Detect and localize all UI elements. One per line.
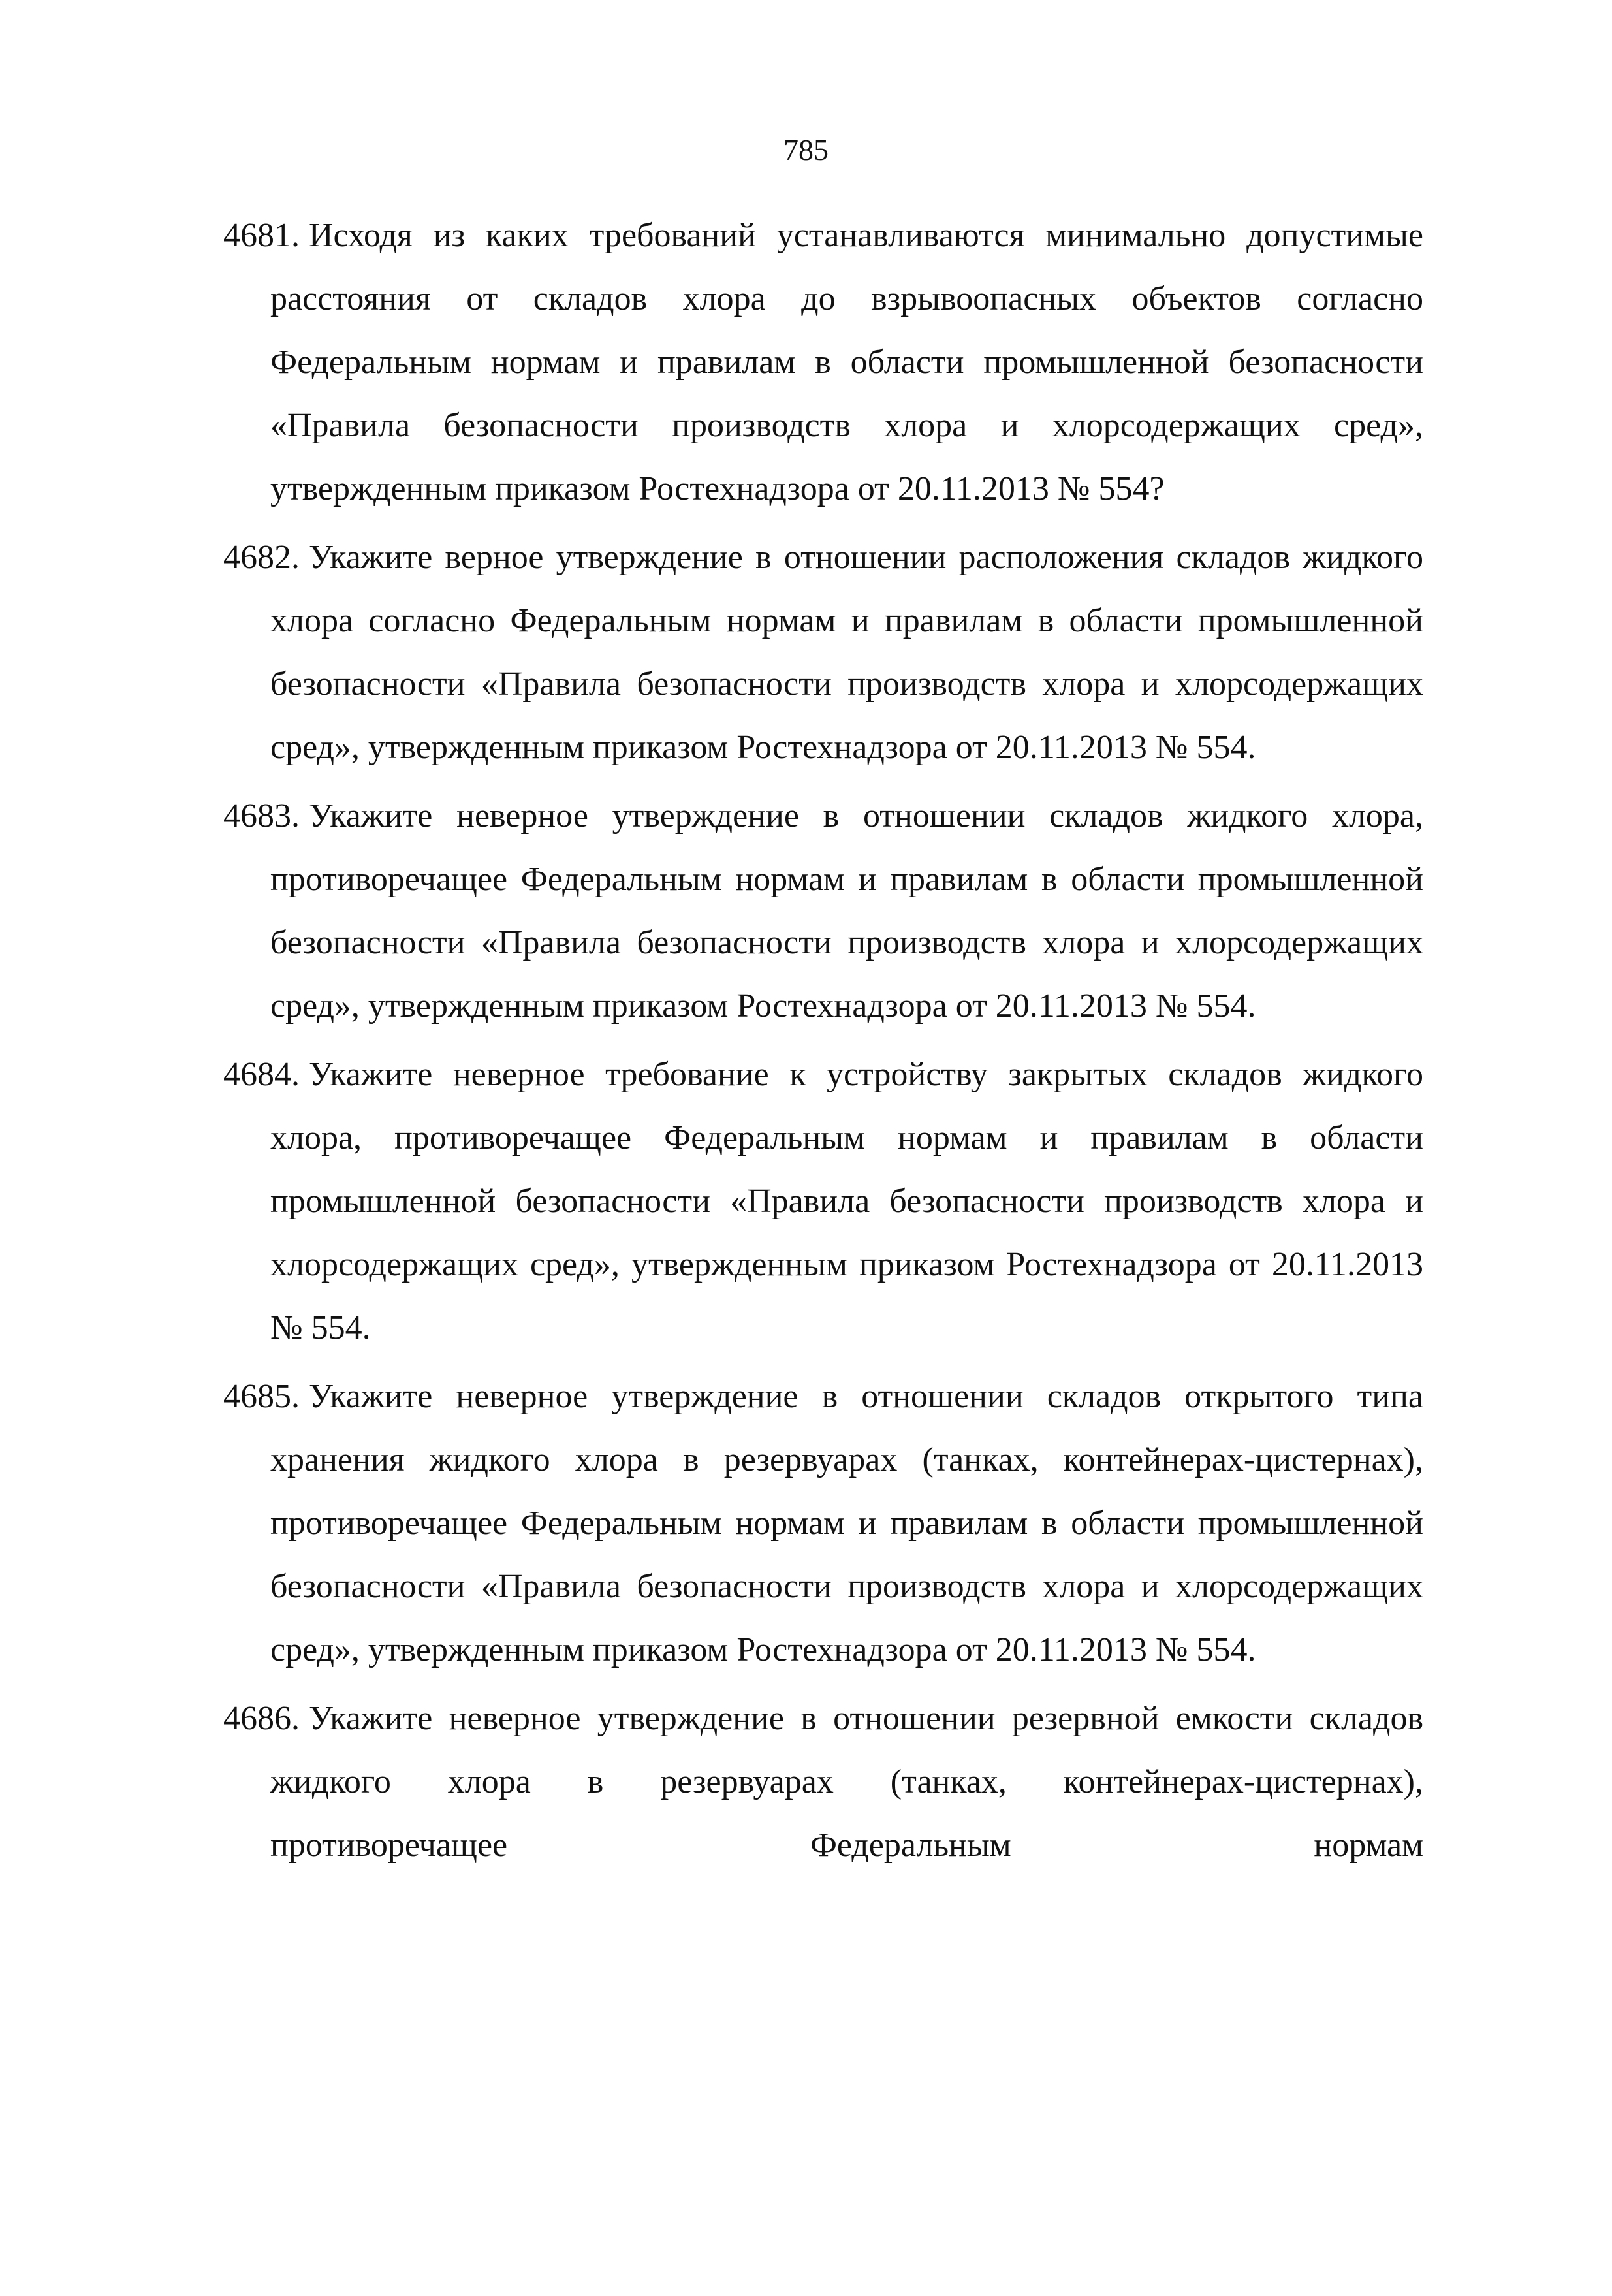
question-item	[223, 1365, 1423, 1682]
question-item	[223, 1687, 1423, 1877]
question-item	[223, 784, 1423, 1038]
question-text: Укажите неверное утверждение в отношении резервной емкости складов жидкого хлора в резервуарах (танках, контейнерах-цистернах), противоречащее Федеральным нормам	[270, 1700, 1423, 1864]
question-text: Укажите неверное утверждение в отношении складов открытого типа хранения жидкого хлора в резервуарах (танках, контейнерах-цистернах), противоречащее Федеральным нормам и правилам в области промышленной безопасности «Правила безопасности производств хлора и хлорсодержащих сред», утвержденным приказом Ростехнадзора от 20.11.2013 № 554.	[270, 1378, 1423, 1668]
question-number: 4683.	[223, 797, 300, 835]
question-number: 4681.	[223, 217, 300, 254]
question-item	[223, 526, 1423, 779]
question-number: 4685.	[223, 1378, 300, 1415]
question-text: Укажите верное утверждение в отношении расположения складов жидкого хлора согласно Федеральным нормам и правилам в области промышленной безопасности «Правила безопасности производств хлора и хлорсодержащих сред», утвержденным приказом Ростехнадзора от 20.11.2013 № 554.	[270, 539, 1423, 766]
page-number: 785	[783, 133, 829, 167]
question-item	[223, 204, 1423, 520]
question-list	[223, 204, 1423, 1882]
question-number: 4686.	[223, 1700, 300, 1737]
question-item	[223, 1043, 1423, 1360]
question-number: 4684.	[223, 1056, 300, 1093]
question-text: Исходя из каких требований устанавливаются минимально допустимые расстояния от складов хлора до взрывоопасных объектов согласно Федеральным нормам и правилам в области промышленной безопасности «Правила безопасности производств хлора и хлорсодержащих сред», утвержденным приказом Ростехнадзора от 20.11.2013 № 554?	[270, 217, 1423, 507]
question-number: 4682.	[223, 539, 300, 576]
question-text: Укажите неверное утверждение в отношении складов жидкого хлора, противоречащее Федеральным нормам и правилам в области промышленной безопасности «Правила безопасности производств хлора и хлорсодержащих сред», утвержденным приказом Ростехнадзора от 20.11.2013 № 554.	[270, 797, 1423, 1025]
question-text: Укажите неверное требование к устройству закрытых складов жидкого хлора, противоречащее Федеральным нормам и правилам в области промышленной безопасности «Правила безопасности производств хлора и хлорсодержащих сред», утвержденным приказом Ростехнадзора от 20.11.2013 № 554.	[270, 1056, 1423, 1347]
